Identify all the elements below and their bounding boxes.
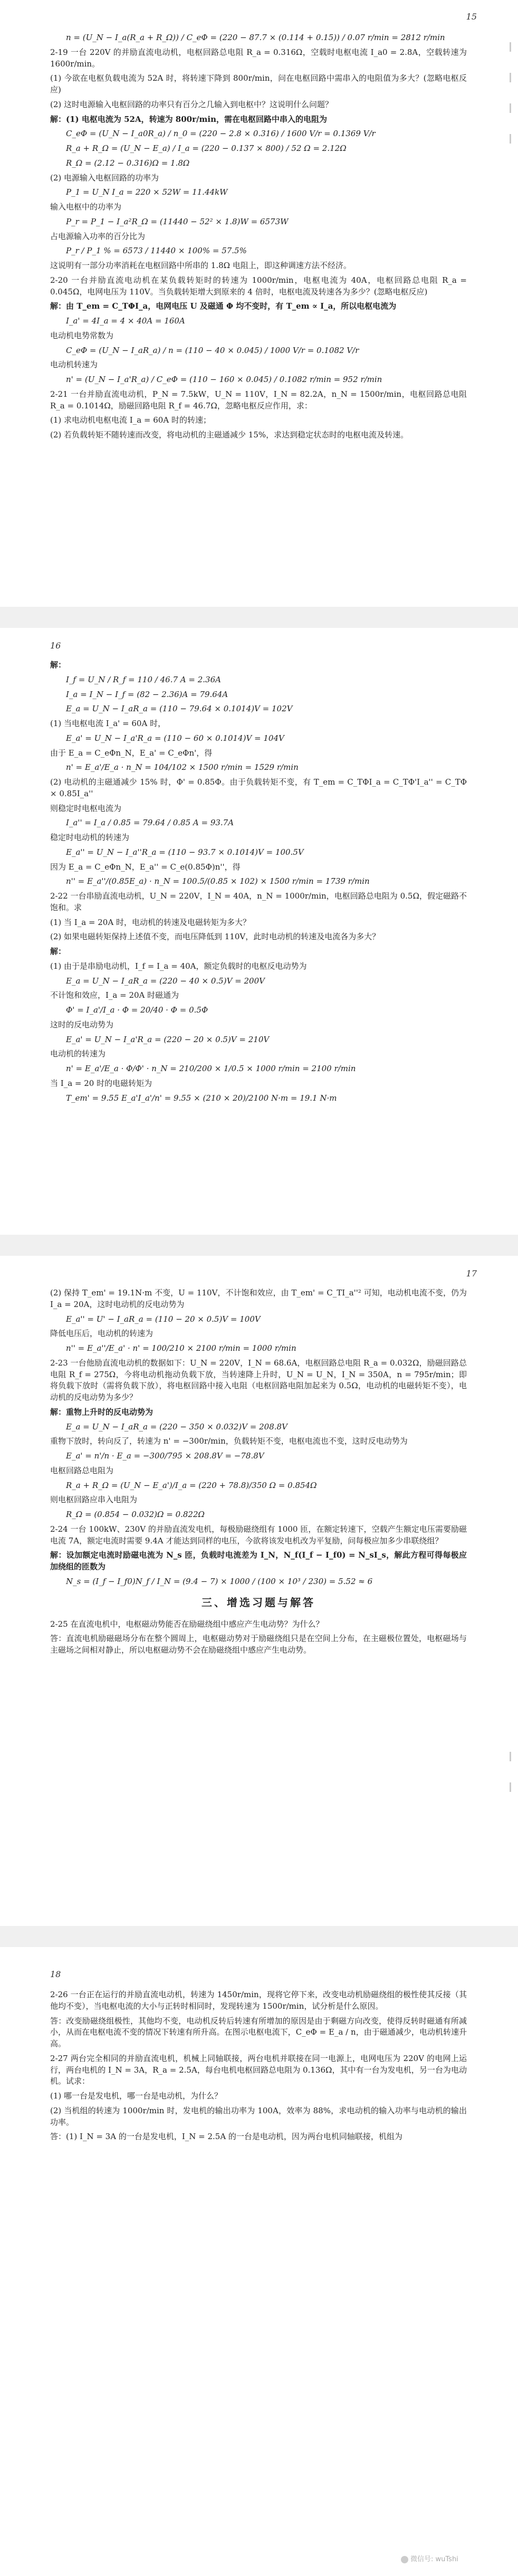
text-line: 电枢回路总电阻为: [50, 1465, 114, 1475]
solution-label: 解：重物上升时的反电动势为: [50, 1407, 154, 1417]
text-line: 输入电枢中的功率为: [50, 202, 122, 212]
text-line: 稳定时电动机的转速为: [50, 833, 130, 842]
formula-line: E_a'' = U' − I_aR_a = (110 − 20 × 0.5)V = 100V: [66, 1314, 261, 1324]
page-content: [50, 1989, 467, 2146]
problem-line: (1) 今欲在电枢负载电流为 52A 时，将转速下降到 800r/min，问在电枢回路中需串入的电阻值为多大？(忽略电枢反应): [50, 73, 467, 94]
text-line: 降低电压后，电动机的转速为: [50, 1329, 154, 1339]
formula-line: P_1 = U_N I_a = 220 × 52W = 11.44kW: [66, 187, 228, 197]
scan-mark: [510, 134, 511, 144]
problem-2-19: 2-19 一台 220V 的并励直流电动机，电枢回路总电阻 R_a = 0.316Ω，空载时电枢电流 I_a0 = 2.8A，空载转速为 1600r/min。: [50, 47, 467, 69]
document-page-16: [0, 628, 518, 1235]
page-content: [50, 660, 467, 1107]
formula-line: R_Ω = (2.12 − 0.316)Ω = 1.8Ω: [66, 158, 190, 168]
formula-line: E_a' = U_N − I_a'R_a = (220 − 20 × 0.5)V = 210V: [66, 1034, 270, 1044]
formula-line: Φ' = I_a'/I_a · Φ = 20/40 · Φ = 0.5Φ: [66, 1005, 208, 1015]
page-number: 17: [466, 1268, 477, 1279]
formula-line: I_f = U_N / R_f = 110 / 46.7 A = 2.36A: [66, 674, 221, 684]
scan-mark: [510, 1752, 511, 1761]
problem-line: (1) 哪一台是发电机，哪一台是电动机，为什么？: [50, 2091, 223, 2101]
text-line: 则电枢回路应串入电阻为: [50, 1495, 138, 1505]
text-line: (1) 当电枢电流 I_a' = 60A 时，: [50, 719, 166, 728]
page-gap: [0, 1235, 518, 1256]
text-line: 这时的反电动势为: [50, 1019, 114, 1029]
formula-line: P_r = P_1 − I_a²R_Ω = (11440 − 52² × 1.8)W = 6573W: [66, 216, 289, 226]
text-line: 这说明有一部分功率消耗在电枢回路中所串的 1.8Ω 电阻上，即这种调速方法不经济。: [50, 261, 351, 270]
page-content: [50, 31, 467, 444]
text-line: 则稳定时电枢电流为: [50, 803, 122, 813]
formula-line: E_a' = U_N − I_a'R_a = (110 − 60 × 0.1014)V = 104V: [66, 733, 284, 743]
page-gap: [0, 607, 518, 628]
formula-line: n'' = E_a''/E_a' · n' = 100/210 × 2100 r/min = 1000 r/min: [66, 1343, 296, 1353]
problem-line: (2) 这时电源输入电枢回路的功率只有百分之几输入到电枢中？这说明什么问题？: [50, 99, 333, 109]
problem-line: (2) 如果电磁转矩保持上述值不变，而电压降低到 110V，此时电动机的转速及电流各为多大？: [50, 932, 380, 942]
page-content: [50, 1287, 467, 1659]
solution-label: 解：(1) 电枢电流为 52A，转速为 800r/min，需在电枢回路中串入的电阻为: [50, 114, 327, 124]
formula-line: R_a + R_Ω = (U_N − E_a) / I_a = (220 − 0.137 × 800) / 52 Ω = 2.12Ω: [66, 144, 347, 153]
formula-line: T_em' = 9.55 E_a'I_a'/n' = 9.55 × (210 × 20)/2100 N·m = 19.1 N·m: [66, 1093, 337, 1103]
problem-line: (2) 若负载转矩不随转速而改变，将电动机的主磁通减少 15%，求达到稳定状态时的电枢电流及转速。: [50, 430, 409, 440]
formula-line: R_Ω = (0.854 − 0.032)Ω = 0.822Ω: [66, 1510, 205, 1519]
formula-line: E_a' = n'/n · E_a = −300/795 × 208.8V = −78.8V: [66, 1451, 264, 1461]
text-line: 因为 E_a = C_eΦn_N，E_a'' = C_e(0.85Φ)n''，得: [50, 862, 241, 872]
scan-margin: [510, 1731, 514, 1813]
scan-mark: [510, 42, 511, 52]
solution-label: 解：设加额定电流时励磁电流为 N_s 匝，负载时电流差为 I_N，N_f(I_f − I_f0) = N_sI_s，解此方程可得每极应加绕组的匝数为: [50, 1550, 467, 1571]
formula-line: I_a'' = I_a / 0.85 = 79.64 / 0.85 A = 93.7A: [66, 818, 234, 828]
formula-line: n' = E_a'/E_a · Φ/Φ' · n_N = 210/200 × 1/0.5 × 1000 r/min = 2100 r/min: [66, 1064, 356, 1073]
answer-line: 答：改变励磁绕组极性，其他均不变，电动机反转后转速有所增加的原因是由于剩磁方向改变，使得反转时磁通有所减小，从而在电枢电流不变的情况下转速有所升高。在图示电枢电流下，C_eΦ = E_a / n，由于磁通减少，电动机转速升高。: [50, 2016, 467, 2048]
problem-2-25: 2-25 在直流电机中，电枢磁动势能否在励磁绕组中感应产生电动势？为什么？: [50, 1619, 324, 1629]
solution-label: 解：由 T_em = C_TΦI_a，电网电压 U 及磁通 Φ 均不变时，有 T_em ∝ I_a，所以电枢电流为: [50, 301, 397, 311]
problem-line: (1) 当 I_a = 20A 时，电动机的转速及电磁转矩为多大？: [50, 917, 251, 927]
answer-line: 答：(1) I_N = 3A 的一台是发电机，I_N = 2.5A 的一台是电动机，因为两台电机同轴联接，机组为: [50, 2132, 402, 2142]
formula-line: E_a'' = U_N − I_a''R_a = (110 − 93.7 × 0.1014)V = 100.5V: [66, 847, 304, 857]
formula-line: n' = (U_N − I_a'R_a) / C_eΦ = (110 − 160 × 0.045) / 0.1082 r/min = 952 r/min: [66, 375, 382, 384]
problem-2-27: 2-27 两台完全相同的并励直流电机，机械上同轴联接，两台电机并联接在同一电源上，电网电压为 220V 的电网上运行，两台电机的 I_N = 3A，R_a = 2.5A，每台电机电枢回路总电阻为 0.136Ω，其中有一台为发电机，另一台为电动机。试求：: [50, 2053, 467, 2086]
problem-2-22: 2-22 一台串励直流电动机，U_N = 220V，I_N = 40A，n_N = 1000r/min，电枢回路总电阻为 0.5Ω，假定磁路不饱和。求: [50, 891, 467, 912]
solution-label: 解：: [50, 660, 66, 670]
watermark-text: 微信号: wuTshi: [410, 2555, 458, 2563]
section-title: 三、增选习题与解答: [202, 1596, 315, 1609]
formula-line: n = (U_N − I_a(R_a + R_Ω)) / C_eΦ = (220 − 87.7 × (0.114 + 0.15)) / 0.07 r/min = 2812 r/min: [66, 33, 445, 42]
scan-mark: [510, 73, 511, 82]
page-gap: [0, 1926, 518, 1947]
text-line: (1) 由于是串励电动机，I_f = I_a = 40A，额定负载时的电枢反电动势为: [50, 961, 307, 971]
watermark: [401, 2555, 458, 2565]
formula-line: P_r / P_1 % = 6573 / 11440 × 100% = 57.5%: [66, 246, 247, 256]
text-line: 重物下放时，转向反了，转速为 n' = −300r/min，负载转矩不变，电枢电流也不变，这时反电动势为: [50, 1436, 408, 1446]
problem-2-24: 2-24 一台 100kW、230V 的并励直流发电机，每极励磁绕组有 1000 匝，在额定转速下，空载产生额定电压需要励磁电流 7A，额定电流时需要 9.4A 才能达到同样的电压，今欲将该发电机改为平复励，问每极应加多少串联绕组？: [50, 1524, 467, 1545]
scan-mark: [510, 1782, 511, 1792]
text-line: (2) 保持 T_em' = 19.1N·m 不变，U = 110V，不计饱和效应，由 T_em' = C_TI_a''² 可知，电动机电流不变，仍为 I_a = 20A，这时电动机的反电动势为: [50, 1288, 467, 1309]
formula-line: n'' = E_a''/(0.85E_a) · n_N = 100.5/(0.85 × 102) × 1500 r/min = 1739 r/min: [66, 876, 370, 886]
formula-line: E_a = U_N − I_aR_a = (220 − 350 × 0.032)V = 208.8V: [66, 1421, 287, 1432]
problem-2-23: 2-23 一台他励直流电动机的数据如下：U_N = 220V，I_N = 68.6A，电枢回路总电阻 R_a = 0.032Ω，励磁回路总电阻 R_f = 275Ω，今将电动机拖动负载下放，当转速降上升时，U_N = U_N，I_N = 350A，n = 795r/min；即将负载下放时（需将负载下放），将电枢回路中接入电阻（电枢回路电阻加起来为 0.5Ω，电动机的电磁转矩不变），电动机的反电动势为多少？: [50, 1358, 467, 1402]
formula-line: E_a = U_N − I_aR_a = (110 − 79.64 × 0.1014)V = 102V: [66, 704, 293, 714]
formula-line: C_eΦ = (U_N − I_aR_a) / n = (110 − 40 × 0.045) / 1000 V/r = 0.1082 V/r: [66, 345, 359, 355]
formula-line: E_a = U_N − I_aR_a = (220 − 40 × 0.5)V = 200V: [66, 976, 265, 986]
scan-mark: [510, 103, 511, 113]
formula-line: I_a = I_N − I_f = (82 − 2.36)A = 79.64A: [66, 689, 228, 699]
text-line: 电动机电势常数为: [50, 330, 114, 340]
problem-line: (2) 当机组的转速为 1000r/min 时，发电机的输出功率为 100A，效率为 88%，求电动机的输入功率与电动机的输出功率。: [50, 2105, 467, 2127]
scan-margin: [510, 21, 514, 165]
text-line: 占电源输入功率的百分比为: [50, 231, 146, 241]
problem-2-21: 2-21 一台并励直流电动机，P_N = 7.5kW，U_N = 110V，I_N = 82.2A，n_N = 1500r/min，电枢回路总电阻 R_a = 0.1014Ω，励磁回路电阻 R_f = 46.7Ω，忽略电枢反应作用，求：: [50, 389, 467, 411]
page-number: 15: [466, 12, 477, 22]
text-line: 不计饱和效应，I_a = 20A 时磁通为: [50, 990, 179, 1000]
formula-line: n' = E_a'/E_a · n_N = 104/102 × 1500 r/min = 1529 r/min: [66, 762, 299, 772]
problem-2-20: 2-20 一台并励直流电动机在某负载转矩时的转速为 1000r/min，电枢电流为 40A，电枢回路总电阻 R_a = 0.045Ω，电网电压为 110V。当负载转矩增大到原来的 4 倍时，电枢电流及转速各为多少？(忽略电枢反应): [50, 275, 467, 297]
text-line: 由于 E_a = C_eΦn_N，E_a' = C_eΦn'，得: [50, 748, 213, 758]
solution-label: 解：: [50, 947, 66, 956]
formula-line: R_a + R_Ω = (U_N − E_a')/I_a = (220 + 78.8)/350 Ω = 0.854Ω: [66, 1480, 317, 1490]
text-line: 电动机的转速为: [50, 1049, 106, 1059]
formula-line: I_a' = 4I_a = 4 × 40A = 160A: [66, 316, 185, 326]
document-page-15: [0, 0, 518, 607]
document-page-17: [0, 1256, 518, 1926]
problem-2-26: 2-26 一台正在运行的并励直流电动机，转速为 1450r/min，现将它停下来，改变电动机励磁绕组的极性使其反接（其他均不变），当电枢电流的大小与正转时相同时，发现转速为 1500r/min，试分析是什么原因。: [50, 1990, 467, 2011]
text-line: 当 I_a = 20 时的电磁转矩为: [50, 1078, 152, 1088]
document-page-18: [0, 1947, 518, 2576]
formula-line: C_eΦ = (U_N − I_a0R_a) / n_0 = (220 − 2.8 × 0.316) / 1600 V/r = 0.1369 V/r: [66, 129, 376, 139]
problem-line: (1) 求电动机电枢电流 I_a = 60A 时的转速；: [50, 415, 211, 425]
text-line: (2) 电动机的主磁通减少 15% 时，Φ' = 0.85Φ。由于负载转矩不变，有 T_em = C_TΦI_a = C_TΦ'I_a'' = C_TΦ × 0.85I_a'': [50, 777, 467, 798]
page-number: 16: [50, 641, 61, 651]
text-line: (2) 电源输入电枢回路的功率为: [50, 173, 159, 183]
formula-line: N_s = (I_f − I_f0)N_f / I_N = (9.4 − 7) × 1000 / (100 × 10³ / 230) = 5.52 ≈ 6: [66, 1576, 373, 1586]
wechat-icon: [401, 2556, 408, 2563]
text-line: 电动机转速为: [50, 360, 98, 370]
page-number: 18: [50, 1969, 61, 1979]
answer-line: 答：直流电机励磁磁场分布在整个圆周上，电枢磁动势对于励磁绕组只是在空间上分布，在主磁极位置处，电枢磁场与主磁场之间相对静止，所以电枢磁动势不会在励磁绕组中感应产生电动势。: [50, 1634, 467, 1655]
